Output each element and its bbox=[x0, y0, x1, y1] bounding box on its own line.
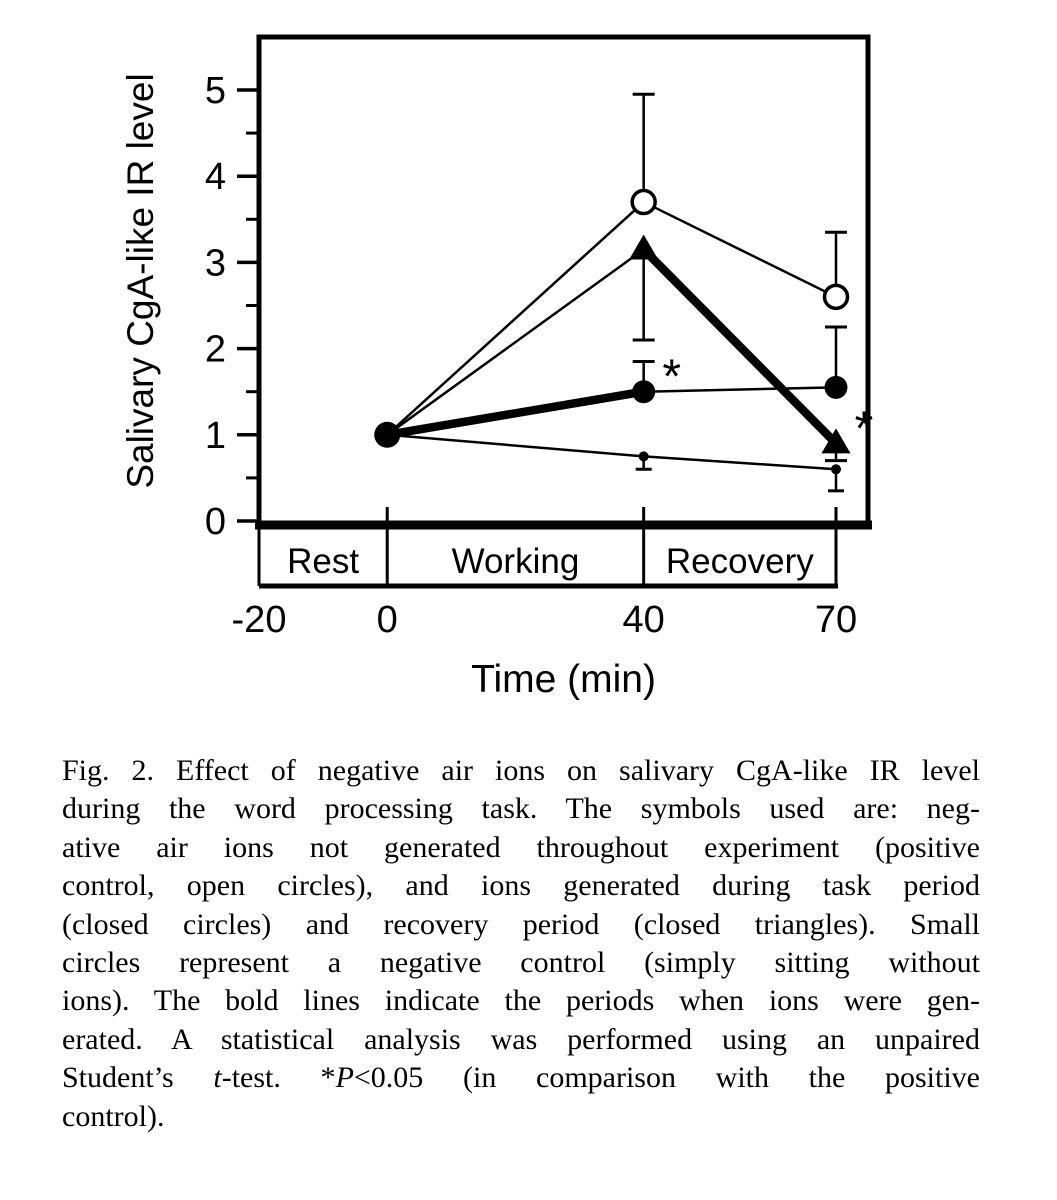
caption-text-segment: control, open circles), and ions generated during task period bbox=[62, 869, 980, 903]
y-tick-label: 2 bbox=[204, 328, 226, 371]
caption-text-segment: ions). The bold lines indicate the periods when ions were gen- bbox=[62, 984, 980, 1018]
marker-closed-circle bbox=[632, 380, 655, 403]
caption-text-segment: circles represent a negative control (simply sitting without bbox=[62, 946, 980, 980]
x-axis-title: Time (min) bbox=[471, 658, 656, 701]
marker-small-circle bbox=[831, 464, 841, 474]
caption-line bbox=[62, 867, 980, 905]
caption-text-segment: ative air ions not generated throughout experiment (positive bbox=[62, 830, 980, 864]
series-line bbox=[644, 456, 836, 469]
caption-line bbox=[62, 829, 980, 867]
caption-line bbox=[62, 1059, 980, 1097]
caption-italic-segment: P bbox=[335, 1061, 354, 1095]
caption-text-segment: erated. A statistical analysis was performed using an unpaired bbox=[62, 1022, 980, 1056]
series-line-bold bbox=[644, 249, 836, 443]
period-label: Recovery bbox=[665, 542, 814, 581]
significance-asterisk: * bbox=[662, 350, 682, 404]
series-line bbox=[387, 249, 643, 434]
y-axis-title: Salivary CgA-like IR level bbox=[120, 73, 161, 489]
caption-line bbox=[62, 790, 980, 828]
caption-text-segment: control). bbox=[62, 1099, 165, 1133]
caption-line bbox=[62, 752, 980, 790]
marker-closed-circle bbox=[825, 376, 848, 399]
caption-text-segment: (closed circles) and recovery period (closed triangles). Small bbox=[62, 907, 980, 941]
x-tick-label: 40 bbox=[622, 599, 665, 641]
y-tick-label: 5 bbox=[204, 70, 226, 112]
significance-asterisk: * bbox=[854, 402, 874, 456]
marker-open-circle bbox=[825, 285, 848, 308]
caption-text-segment: <0.05 (in comparison with the positive bbox=[353, 1061, 980, 1095]
caption-line bbox=[62, 982, 980, 1020]
period-label: Rest bbox=[287, 542, 360, 581]
y-tick-label: 3 bbox=[204, 242, 226, 285]
caption-text-segment: -test. * bbox=[221, 1061, 336, 1095]
x-tick-label: 70 bbox=[814, 599, 858, 641]
caption-text-segment: during the word processing task. The symbols used are: neg- bbox=[62, 792, 980, 826]
series-line-bold bbox=[387, 392, 643, 435]
series-line bbox=[387, 435, 643, 457]
x-tick-label: -20 bbox=[231, 599, 287, 641]
marker-closed-circle bbox=[374, 422, 400, 448]
figure-caption bbox=[62, 752, 980, 1136]
y-tick-label: 0 bbox=[204, 501, 226, 543]
period-label: Working bbox=[451, 542, 580, 581]
y-tick-label: 1 bbox=[204, 414, 226, 457]
x-tick-label: 0 bbox=[376, 599, 398, 641]
caption-text-segment: Student’s bbox=[62, 1061, 214, 1095]
marker-small-circle bbox=[639, 451, 649, 461]
marker-closed-triangle bbox=[629, 234, 658, 259]
caption-line bbox=[62, 1021, 980, 1059]
caption-text-segment: Fig. 2. Effect of negative air ions on salivary CgA-like IR level bbox=[62, 754, 980, 787]
caption-italic-segment: t bbox=[213, 1061, 222, 1095]
caption-line bbox=[62, 944, 980, 982]
y-tick-label: 4 bbox=[204, 156, 226, 199]
caption-line bbox=[62, 906, 980, 944]
marker-open-circle bbox=[632, 191, 655, 214]
caption-line bbox=[62, 1098, 980, 1136]
